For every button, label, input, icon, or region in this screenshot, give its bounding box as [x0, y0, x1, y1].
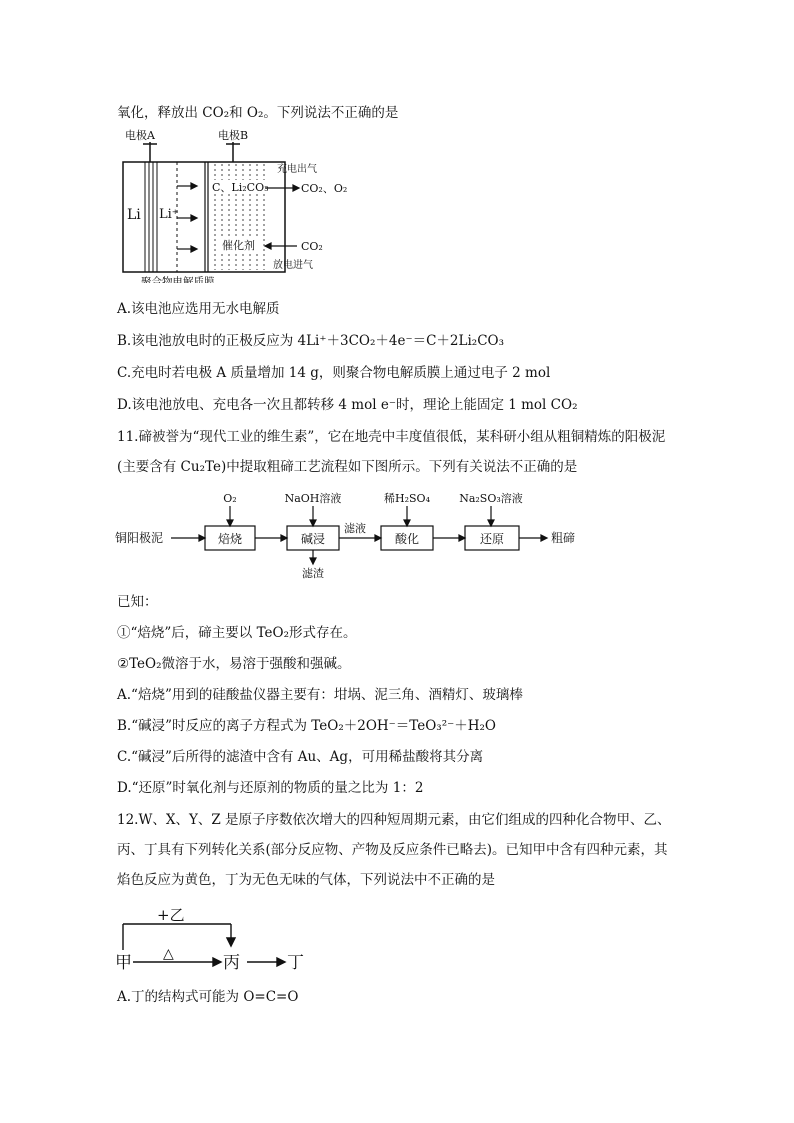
q11-option-a: A.“焙烧”用到的硅酸盐仪器主要有：坩埚、泥三角、酒精灯、玻璃棒: [117, 687, 523, 703]
filtrate-label: 滤液: [344, 522, 366, 535]
reagent-na2so3: Na₂SO₃溶液: [459, 492, 523, 505]
q12-stem-line-1: 12.W、X、Y、Z 是原子序数依次增大的四种短周期元素，由它们组成的四种化合物甲、乙、: [117, 812, 671, 828]
step-alkali-leach: 碱浸: [300, 532, 326, 546]
q10-option-b: B.该电池放电时的正极反应为 4Li⁺＋3CO₂＋4e⁻＝C＋2Li₂CO₃: [117, 333, 505, 349]
cathode-material: C、Li₂CO₃: [212, 181, 269, 194]
scheme-plus-b: +乙: [157, 906, 185, 924]
q10-option-c: C.充电时若电极 A 质量增加 14 g，则聚合物电解质膜上通过电子 2 mol: [117, 365, 551, 381]
q10-option-d: D.该电池放电、充电各一次且都转移 4 mol e⁻时，理论上能固定 1 mol CO₂: [117, 397, 578, 413]
step-acidify: 酸化: [394, 532, 420, 546]
battery-diagram: [115, 128, 365, 287]
membrane-label: 聚合物电解质膜: [141, 276, 215, 283]
known-heading: 已知：: [117, 594, 158, 610]
scheme-a: 甲: [115, 953, 132, 972]
flow-start: 铜阳极泥: [115, 531, 164, 545]
known-item-1: ①“焙烧”后，碲主要以 TeO₂形式存在。: [117, 625, 357, 641]
reagent-o2: O₂: [223, 492, 237, 505]
electrode-a-label: 电极A: [125, 129, 155, 142]
catalyst-label: 催化剂: [222, 239, 255, 252]
charge-out-gas: CO₂、O₂: [301, 182, 348, 195]
discharge-in-gas: CO₂: [301, 240, 323, 253]
q12-stem-line-2: 丙、丁具有下列转化关系(部分反应物、产物及反应条件已略去)。已知甲中含有四种元素，其: [117, 842, 668, 858]
scheme-c: 丙: [223, 953, 240, 972]
li-label: Li: [127, 207, 141, 223]
q12-option-a: A.丁的结构式可能为 O=C=O: [117, 989, 299, 1005]
flow-end: 粗碲: [551, 531, 576, 545]
residue-label: 滤渣: [302, 567, 324, 580]
scheme-d: 丁: [287, 953, 304, 972]
scheme-heat: △: [163, 946, 174, 962]
step-reduce: 还原: [479, 532, 505, 546]
known-item-2: ②TeO₂微溶于水，易溶于强酸和强碱。: [117, 656, 351, 672]
li-ion-label: Li⁺: [159, 207, 179, 222]
charge-out-label: 充电出气: [277, 164, 317, 175]
process-flowchart: [115, 488, 595, 584]
conversion-scheme: [115, 902, 315, 976]
reagent-h2so4: 稀H₂SO₄: [384, 492, 430, 505]
intro-line: 氧化，释放出 CO₂和 O₂。下列说法不正确的是: [117, 105, 399, 121]
discharge-in-label: 放电进气: [273, 260, 313, 271]
q12-stem-line-3: 焰色反应为黄色，丁为无色无味的气体，下列说法中不正确的是: [117, 872, 495, 888]
q11-option-d: D.“还原”时氧化剂与还原剂的物质的量之比为 1：2: [117, 780, 424, 796]
reagent-naoh: NaOH溶液: [284, 492, 342, 505]
step-roast: 焙烧: [217, 532, 243, 546]
q11-stem-line-1: 11.碲被誉为“现代工业的维生素”，它在地壳中丰度值很低，某科研小组从粗铜精炼的阳极泥: [117, 429, 666, 445]
electrode-b-label: 电极B: [218, 129, 249, 142]
q11-option-b: B.“碱浸”时反应的离子方程式为 TeO₂＋2OH⁻＝TeO₃²⁻＋H₂O: [117, 718, 497, 734]
q10-option-a: A.该电池应选用无水电解质: [117, 301, 280, 317]
q11-option-c: C.“碱浸”后所得的滤渣中含有 Au、Ag，可用稀盐酸将其分离: [117, 749, 484, 765]
q11-stem-line-2: (主要含有 Cu₂Te)中提取粗碲工艺流程如下图所示。下列有关说法不正确的是: [117, 459, 578, 475]
